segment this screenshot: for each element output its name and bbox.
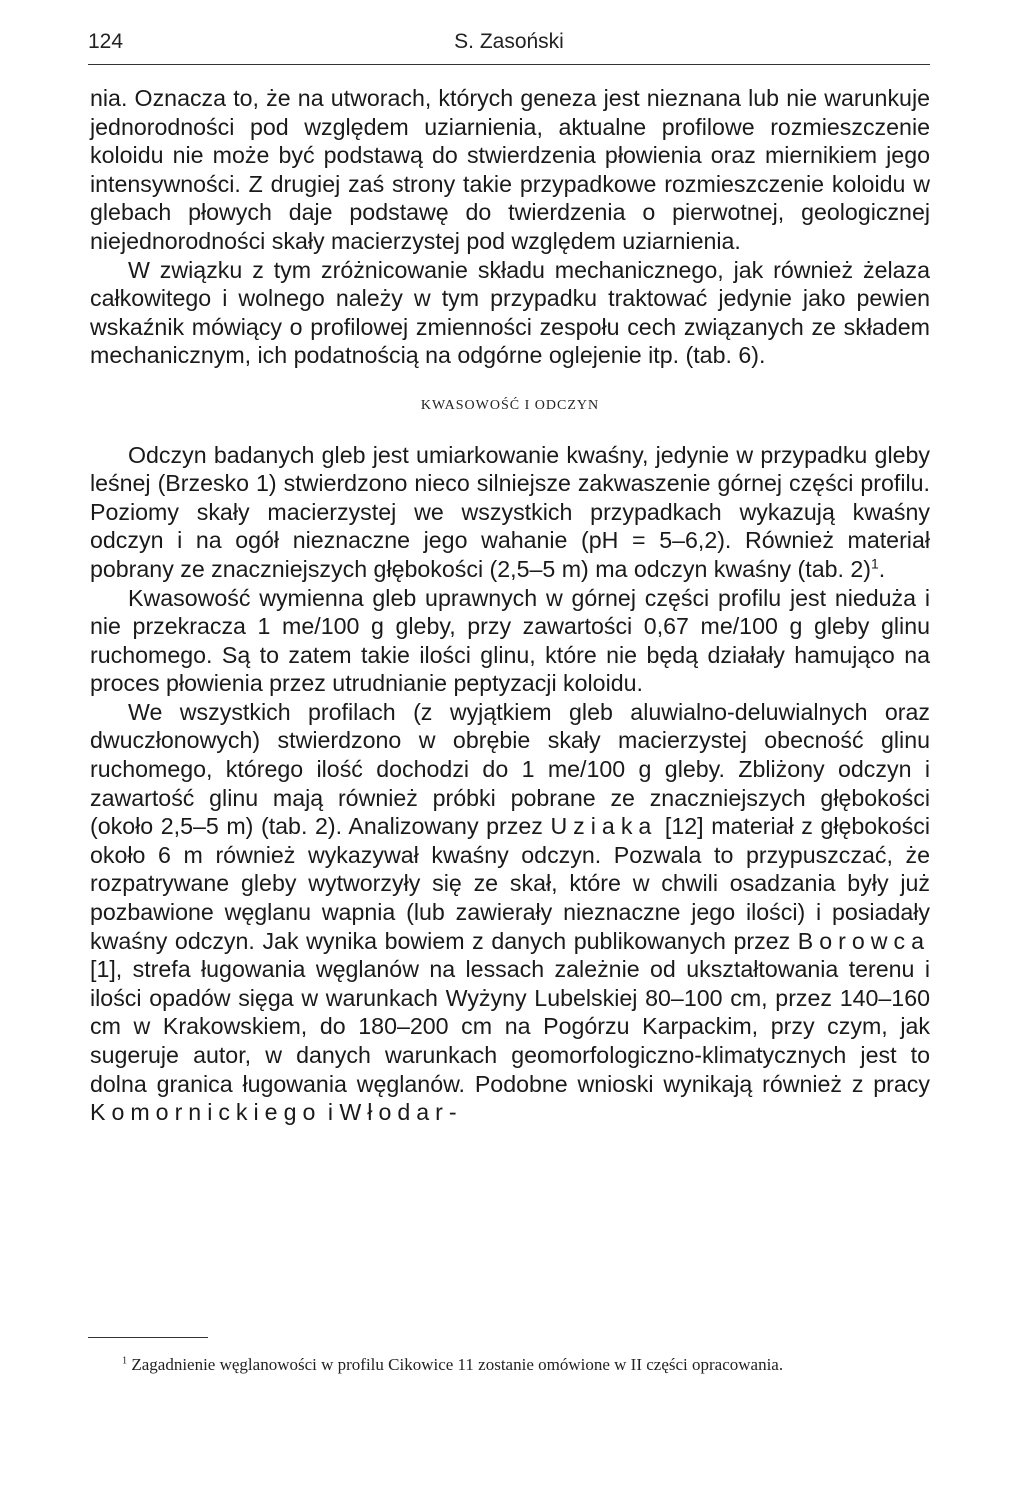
footnote-mark: 1 <box>122 1355 128 1367</box>
body-text <box>90 84 930 1127</box>
page-number: 124 <box>88 30 124 53</box>
footnote-text: Zagadnienie węglanowości w profilu Cikowice 11 zostanie omówione w II części opracowania. <box>127 1355 784 1374</box>
footnote <box>88 1352 930 1377</box>
paragraph-text: i <box>321 1099 340 1126</box>
footnote-reference: 1 <box>871 555 879 572</box>
cited-author: Borowca <box>797 927 930 954</box>
paragraph <box>90 441 930 584</box>
paragraph: Kwasowość wymienna gleb uprawnych w górnej części profilu jest nieduża i nie przekracza 1 me/100 g gleby, przy zawartości 0,67 me/100 g gleby glinu ruchomego. Są to zatem takie ilości glinu, które nie będą działały hamująco na proces płowienia przez utrudnianie peptyzacji koloidu. <box>90 584 930 697</box>
paragraph-text: [1], strefa ługowania węglanów na lessach zależnie od ukształtowania terenu i ilości opadów sięga w warunkach Wyżyny Lubelskiej 80–100 cm, przez 140–160 cm w Krakowskiem, do 180–200 cm na Pogórzu Karpackim, przy czym, jak sugeruje autor, w danych warunkach geomorfologiczno-klimatycznych jest to dolna granica ługowania węglanów. Podobne wnioski wynikają również z pracy <box>90 956 930 1097</box>
paragraph-tail: . <box>878 555 886 582</box>
paragraph-text: [12] materiał z głębokości około 6 m również wykazywał kwaśny odczyn. Pozwala to przypuszczać, że rozpatrywane gleby wytworzyły się ze skał, które w chwili osadzania były już pozbawione węglanu wapnia (lub zawierały nieznaczne jego ilości) i posiadały kwaśny odczyn. Jak wynika bowiem z danych publikowanych przez <box>90 813 931 954</box>
paragraph <box>90 698 930 1127</box>
section-heading: KWASOWOŚĆ I ODCZYN <box>420 397 600 413</box>
paragraph-continued: nia. Oznacza to, że na utworach, których geneza jest nieznana lub nie warunkuje jednorodności pod względem uziarnienia, aktualne profilowe rozmieszczenie koloidu nie może być podstawą do stwierdzenia płowienia oraz miernikiem jego intensywności. Z drugiej zaś strony takie przypadkowe rozmieszczenie koloidu w glebach płowych daje podstawę do twierdzenia o pierwotnej, geologicznej niejednorodności skały macierzystej pod względem uziarnienia. <box>90 85 930 254</box>
paragraph: W związku z tym zróżnicowanie składu mechanicznego, jak również żelaza całkowitego i wolnego należy w tym przypadku traktować jedynie jako pewien wskaźnik mówiący o profilowej zmienności zespołu cech związanych ze składem mechanicznym, ich podatnością na odgórne oglejenie itp. (tab. 6). <box>90 256 930 369</box>
cited-author: Włodar- <box>339 1099 463 1126</box>
paragraph-text: Odczyn badanych gleb jest umiarkowanie kwaśny, jedynie w przypadku gleby leśnej (Brzesko 1) stwierdzono nieco silniejsze zakwaszenie górnej części profilu. Poziomy skały macierzystej we wszystkich przypadkach wykazują kwaśny odczyn i na ogół nieznaczne jego wahanie (pH = 5–6,2). Również materiał pobrany ze znaczniejszych głębokości (2,5–5 m) ma odczyn kwaśny (tab. 2) <box>90 441 930 582</box>
cited-author: Komornickiego <box>90 1099 322 1126</box>
running-head <box>88 30 930 62</box>
running-head-author: S. Zasoński <box>454 30 564 53</box>
cited-author: Uziaka <box>550 813 658 840</box>
paragraph-text: We wszystkich profilach (z wyjątkiem gleb aluwialno-deluwialnych oraz dwuczłonowych) stwierdzono w obrębie skały macierzystej obecność glinu ruchomego, którego ilość dochodzi do 1 me/100 g gleby. Zbliżony odczyn i zawartość glinu mają również próbki pobrane ze znaczniejszych głębokości (około 2,5–5 m) (tab. 2). Analizowany przez <box>90 698 930 840</box>
footnote-rule <box>88 1337 208 1338</box>
header-rule <box>88 64 930 65</box>
